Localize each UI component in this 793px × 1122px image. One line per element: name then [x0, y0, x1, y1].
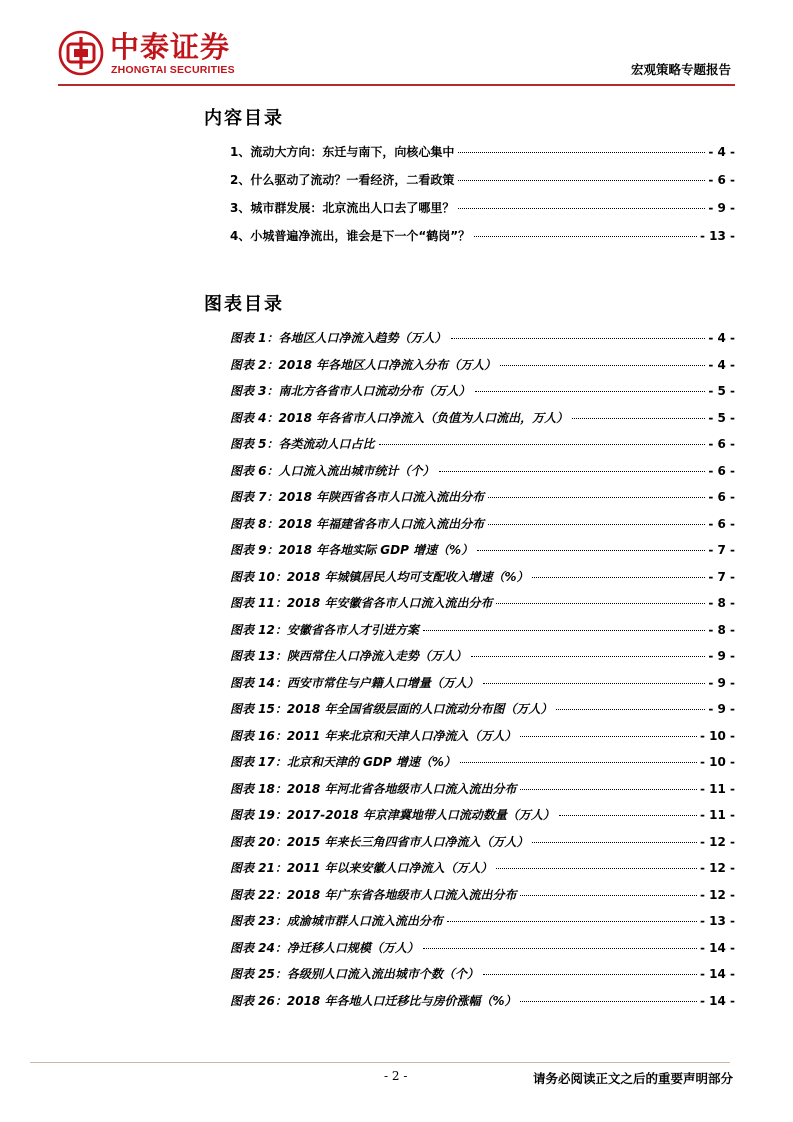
- toc-entry-page: - 10 -: [699, 728, 735, 743]
- figure-entry[interactable]: [230, 700, 735, 727]
- figures-list: [230, 329, 735, 1018]
- dot-leader: [496, 603, 705, 604]
- company-name-en: ZHONGTAI SECURITIES: [111, 64, 235, 76]
- dot-leader: [458, 152, 705, 153]
- toc-entry-title[interactable]: 图表 25：各级别人口流入流出城市个数（个）: [230, 967, 479, 981]
- page-header: [0, 0, 793, 100]
- toc-entry-title[interactable]: 图表 19：2017-2018 年京津冀地带人口流动数量（万人）: [230, 808, 555, 822]
- toc-entry-page: - 8 -: [708, 596, 735, 610]
- toc-entry-title[interactable]: 图表 13：陕西常住人口净流入走势（万人）: [230, 649, 467, 663]
- toc-entry-title[interactable]: 图表 22：2018 年广东省各地级市人口流入流出分布: [230, 887, 517, 902]
- header-divider: [58, 84, 735, 86]
- toc-entry-page: - 8 -: [708, 622, 735, 637]
- dot-leader: [471, 656, 705, 657]
- dot-leader: [496, 868, 697, 869]
- toc-entry-page: - 4 -: [708, 331, 735, 345]
- dot-leader: [520, 789, 697, 790]
- contents-list: [230, 143, 735, 255]
- page-number: - 2 -: [384, 1069, 408, 1083]
- figure-entry[interactable]: [230, 674, 735, 701]
- figure-entry[interactable]: [230, 753, 735, 780]
- toc-entry-page: - 7 -: [708, 569, 735, 584]
- figure-entry[interactable]: [230, 488, 735, 515]
- toc-entry-title[interactable]: 图表 21：2011 年以来安徽人口净流入（万人）: [230, 861, 493, 875]
- dot-leader: [439, 471, 706, 472]
- company-name-cn: 中泰证券: [110, 30, 231, 64]
- figure-entry[interactable]: [230, 886, 735, 913]
- dot-leader: [423, 630, 705, 631]
- toc-entry-page: - 11 -: [699, 808, 735, 822]
- footer-divider: [30, 1062, 730, 1063]
- toc-entry-title[interactable]: 图表 9：2018 年各地实际 GDP 增速（%）: [230, 543, 474, 557]
- figure-entry[interactable]: [230, 541, 735, 568]
- figure-entry[interactable]: [230, 568, 735, 595]
- dot-leader: [520, 1001, 697, 1002]
- figure-entry[interactable]: [230, 382, 735, 409]
- figure-entry[interactable]: [230, 329, 735, 356]
- zhongtai-logo-icon: [58, 30, 104, 76]
- contents-entry[interactable]: [230, 143, 735, 171]
- toc-entry-title[interactable]: 图表 14：西安市常住与户籍人口增量（万人）: [230, 675, 479, 690]
- toc-entry-title[interactable]: 图表 16：2011 年来北京和天津人口净流入（万人）: [230, 728, 517, 743]
- dot-leader: [556, 709, 705, 710]
- toc-entry-title[interactable]: 图表 18：2018 年河北省各地级市人口流入流出分布: [230, 781, 517, 796]
- figure-entry[interactable]: [230, 647, 735, 674]
- toc-entry-title[interactable]: 图表 10：2018 年城镇居民人均可支配收入增速（%）: [230, 569, 529, 584]
- dot-leader: [458, 180, 705, 181]
- toc-entry-title[interactable]: 图表 2：2018 年各地区人口净流入分布（万人）: [230, 357, 497, 372]
- contents-entry[interactable]: [230, 227, 735, 255]
- dot-leader: [559, 815, 697, 816]
- toc-entry-title[interactable]: 图表 26：2018 年各地人口迁移比与房价涨幅（%）: [230, 993, 517, 1008]
- dot-leader: [447, 921, 697, 922]
- toc-entry-page: - 10 -: [699, 755, 735, 769]
- toc-entry-page: - 9 -: [708, 649, 735, 663]
- contents-entry[interactable]: [230, 199, 735, 227]
- toc-entry-page: - 13 -: [699, 914, 735, 928]
- toc-entry-page: - 4 -: [708, 145, 735, 159]
- figure-entry[interactable]: [230, 727, 735, 754]
- toc-entry-page: - 6 -: [708, 516, 735, 531]
- figure-entry[interactable]: [230, 594, 735, 621]
- dot-leader: [483, 974, 697, 975]
- toc-entry-title[interactable]: 图表 4：2018 年各省市人口净流入（负值为人口流出，万人）: [230, 410, 569, 425]
- toc-entry-title[interactable]: 4、小城普遍净流出，谁会是下一个“鹤岗”？: [230, 229, 471, 243]
- toc-entry-page: - 5 -: [708, 410, 735, 425]
- toc-entry-title[interactable]: 图表 24：净迁移人口规模（万人）: [230, 940, 419, 955]
- toc-entry-title[interactable]: 3、城市群发展：北京流出人口去了哪里？: [230, 201, 455, 215]
- figure-entry[interactable]: [230, 435, 735, 462]
- toc-entry-page: - 7 -: [708, 543, 735, 557]
- toc-entry-page: - 5 -: [708, 384, 735, 398]
- figure-entry[interactable]: [230, 992, 735, 1019]
- toc-entry-page: - 12 -: [699, 861, 735, 875]
- figure-entry[interactable]: [230, 939, 735, 966]
- dot-leader: [520, 736, 697, 737]
- toc-entry-title[interactable]: 图表 6：人口流入流出城市统计（个）: [230, 463, 435, 478]
- dot-leader: [451, 338, 706, 339]
- contents-entry[interactable]: [230, 171, 735, 199]
- dot-leader: [520, 895, 697, 896]
- toc-entry-page: - 6 -: [708, 437, 735, 451]
- toc-entry-page: - 4 -: [708, 357, 735, 372]
- dot-leader: [572, 418, 705, 419]
- dot-leader: [379, 444, 706, 445]
- figure-entry[interactable]: [230, 965, 735, 992]
- toc-entry-title[interactable]: 图表 23：成渝城市群人口流入流出分布: [230, 914, 443, 928]
- dot-leader: [477, 550, 705, 551]
- dot-leader: [488, 497, 705, 498]
- toc-entry-page: - 9 -: [708, 702, 735, 716]
- toc-entry-page: - 6 -: [708, 490, 735, 504]
- toc-entry-title[interactable]: 图表 5：各类流动人口占比: [230, 437, 375, 451]
- disclaimer: 请务必阅读正文之后的重要声明部分: [532, 1071, 733, 1086]
- figure-entry[interactable]: [230, 621, 735, 648]
- dot-leader: [500, 365, 705, 366]
- toc-entry-title[interactable]: 1、流动大方向：东迁与南下，向核心集中: [230, 145, 455, 159]
- toc-entry-title[interactable]: 图表 1：各地区人口净流入趋势（万人）: [230, 331, 447, 345]
- dot-leader: [474, 236, 697, 237]
- contents-title: 内容目录: [204, 108, 284, 129]
- figure-entry[interactable]: [230, 806, 735, 833]
- dot-leader: [532, 577, 705, 578]
- dot-leader: [458, 208, 705, 209]
- toc-entry-page: - 9 -: [708, 675, 735, 690]
- figure-entry[interactable]: [230, 462, 735, 489]
- figure-entry[interactable]: [230, 356, 735, 383]
- figure-entry[interactable]: [230, 409, 735, 436]
- toc-entry-page: - 12 -: [699, 834, 735, 849]
- toc-entry-title[interactable]: 图表 11：2018 年安徽省各市人口流入流出分布: [230, 596, 493, 610]
- toc-entry-title[interactable]: 图表 20：2015 年来长三角四省市人口净流入（万人）: [230, 834, 529, 849]
- dot-leader: [483, 683, 705, 684]
- figure-entry[interactable]: [230, 515, 735, 542]
- dot-leader: [475, 391, 706, 392]
- toc-entry-page: - 6 -: [708, 173, 735, 187]
- toc-entry-title[interactable]: 图表 3：南北方各省市人口流动分布（万人）: [230, 384, 471, 398]
- figure-entry[interactable]: [230, 859, 735, 886]
- toc-entry-title[interactable]: 图表 15：2018 年全国省级层面的人口流动分布图（万人）: [230, 702, 553, 716]
- toc-entry-title[interactable]: 图表 8：2018 年福建省各市人口流入流出分布: [230, 516, 485, 531]
- toc-entry-title[interactable]: 图表 17：北京和天津的 GDP 增速（%）: [230, 755, 456, 769]
- toc-entry-page: - 9 -: [708, 201, 735, 215]
- dot-leader: [488, 524, 705, 525]
- toc-entry-page: - 11 -: [699, 781, 735, 796]
- figure-entry[interactable]: [230, 912, 735, 939]
- toc-entry-title[interactable]: 图表 7：2018 年陕西省各市人口流入流出分布: [230, 490, 485, 504]
- dot-leader: [532, 842, 697, 843]
- toc-entry-page: - 6 -: [708, 463, 735, 478]
- toc-entry-page: - 13 -: [699, 229, 735, 243]
- toc-entry-title[interactable]: 2、什么驱动了流动？一看经济，二看政策: [230, 173, 455, 187]
- figure-entry[interactable]: [230, 833, 735, 860]
- toc-entry-title[interactable]: 图表 12：安徽省各市人才引进方案: [230, 622, 419, 637]
- dot-leader: [423, 948, 697, 949]
- toc-entry-page: - 14 -: [699, 993, 735, 1008]
- toc-entry-page: - 14 -: [699, 940, 735, 955]
- toc-entry-page: - 14 -: [699, 967, 735, 981]
- figure-entry[interactable]: [230, 780, 735, 807]
- report-type: 宏观策略专题报告: [630, 62, 731, 77]
- toc-entry-page: - 12 -: [699, 887, 735, 902]
- dot-leader: [460, 762, 697, 763]
- figures-title: 图表目录: [204, 294, 284, 315]
